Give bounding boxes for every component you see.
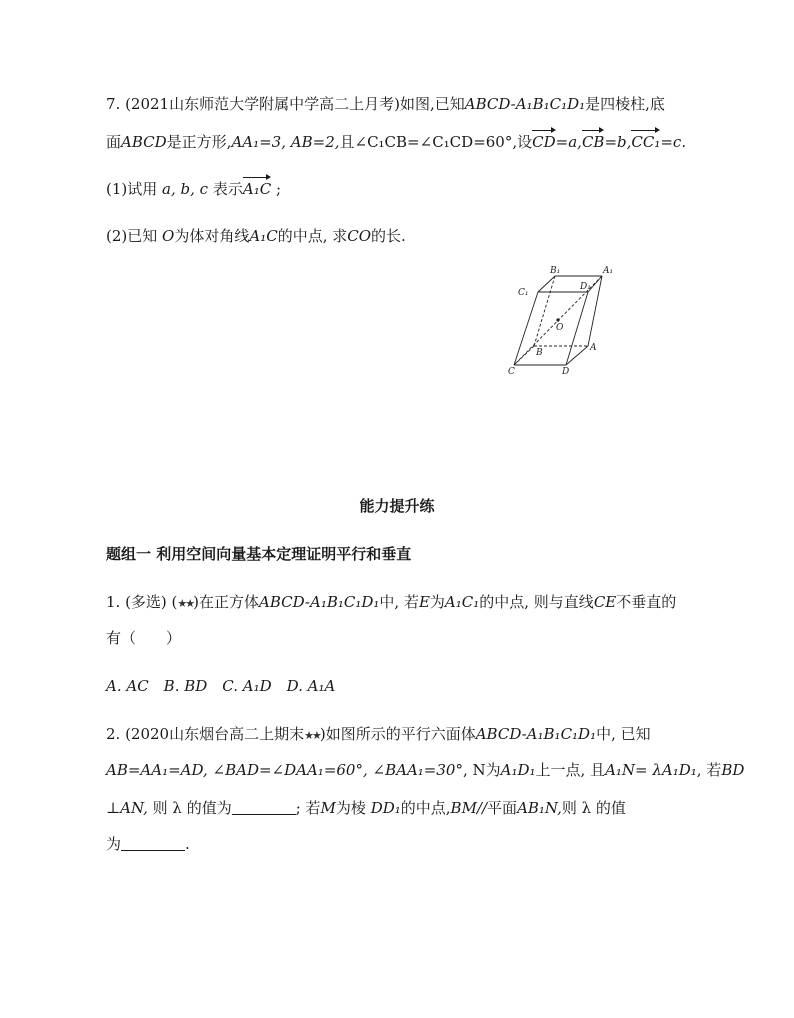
g1q1-b: )在正方体 — [193, 593, 259, 611]
g1q2-b: )如图所示的平行六面体 — [319, 725, 476, 743]
difficulty-stars: ★★ — [304, 729, 320, 742]
parallelepiped-figure — [500, 262, 630, 377]
g1q2-l4a: 为 — [106, 835, 122, 853]
g1q2-l4b: . — [185, 835, 190, 853]
g1q2-l2d: A₁N= λA₁D₁ — [605, 761, 697, 779]
g1-q1-line1 — [106, 592, 676, 614]
g1q2-l3c: ; 若 — [295, 799, 321, 817]
q7-p2-t1: (2)已知 — [106, 227, 158, 245]
q7-source: 7. (2021山东师范大学附属中学高二上月考)如图,已知 — [106, 95, 465, 113]
q7-p2-t4: 的长. — [371, 227, 406, 245]
g1q1-a: 1. (多选) ( — [106, 593, 178, 611]
g1-q2-line1 — [106, 724, 651, 746]
g1q2-m: M — [320, 799, 336, 817]
label-b1: B₁ — [550, 266, 561, 276]
q7-p1-vars: a, b, c — [162, 180, 209, 198]
q7-l2-t4: ,设 — [512, 133, 533, 151]
q7-line1 — [106, 94, 665, 114]
g1q1-f: 不垂直的 — [616, 593, 677, 611]
q7-p1-t1: (1)试用 — [106, 180, 158, 198]
g1-q1-options — [106, 676, 335, 696]
g1q2-prism: ABCD-A₁B₁C₁D₁ — [475, 725, 597, 743]
g1q2-l3e: 的中点, — [400, 799, 451, 817]
answer-blank-1[interactable] — [232, 800, 296, 815]
label-c: C — [508, 367, 515, 377]
g1q1-d: 为 — [429, 593, 445, 611]
g1q2-a1d1: A₁D₁ — [500, 761, 536, 779]
g1q2-l2e: , 若 — [696, 761, 722, 779]
point-o — [556, 318, 559, 321]
g1q2-l3d: 为棱 — [335, 799, 366, 817]
q7-e3: =c. — [660, 133, 687, 151]
g1q2-l3g: 平面 — [487, 799, 518, 817]
q7-p1-t3: ; — [275, 180, 282, 198]
g1q2-l3a: ⊥AN, — [106, 799, 148, 817]
q7-p2-t2: 为体对角线 — [174, 227, 250, 245]
q7-l2-t3: 且∠C₁CB=∠C₁CD=60° — [339, 133, 513, 151]
g1q2-plane: AB₁N, — [517, 799, 562, 817]
q7-e2: =b, — [604, 133, 632, 151]
vector-cc1: CC₁ — [631, 130, 660, 152]
g1q2-l3b: 则 λ 的值为 — [152, 799, 232, 817]
answer-blank-2[interactable] — [121, 836, 185, 851]
q7-p2-t3: 的中点, 求 — [277, 227, 348, 245]
g1q2-l3f: BM// — [450, 799, 488, 817]
g1q2-bd: BD — [721, 761, 745, 779]
vector-a1c: A₁C — [243, 177, 271, 199]
g1q2-l2c: 上一点, 且 — [535, 761, 606, 779]
label-d: D — [562, 367, 570, 377]
label-a: A — [590, 343, 597, 353]
g1-q1-line2: 有（ ） — [106, 629, 182, 647]
q7-p2-diag: A₁C — [249, 227, 278, 245]
g1q1-e2: 的中点, 则与直线 — [479, 593, 594, 611]
q7-base: ABCD — [121, 133, 167, 151]
q7-prism: ABCD-A₁B₁C₁D₁ — [464, 95, 586, 113]
g1q1-ce: CE — [593, 593, 617, 611]
g1-q2-line3 — [106, 798, 626, 818]
g1q1-c: 中, 若 — [379, 593, 419, 611]
g1q1-e: E — [418, 593, 430, 611]
g1q2-l2a: AB=AA₁=AD, ∠BAD=∠DAA₁=60°, ∠BAA₁=30° — [106, 761, 463, 779]
g1q1-options: A. AC B. BD C. A₁D D. A₁A — [106, 677, 336, 695]
vector-cd: CD — [532, 130, 556, 152]
group1-title: 题组一 利用空间向量基本定理证明平行和垂直 — [106, 545, 412, 563]
vector-cb: CB — [582, 130, 605, 152]
g1q1-a1c1: A₁C₁ — [444, 593, 480, 611]
g1-q2-line4 — [106, 834, 190, 854]
q7-e1: =a, — [555, 133, 582, 151]
g1-q2-line2 — [106, 760, 744, 780]
q7-p2-co: CO — [347, 227, 372, 245]
q7-part2 — [106, 226, 406, 246]
label-o: O — [556, 323, 564, 333]
label-c1: C₁ — [518, 288, 529, 298]
q7-line1-suffix: 是四棱柱,底 — [585, 95, 665, 113]
g1q2-c: 中, 已知 — [596, 725, 651, 743]
q7-part1 — [106, 177, 281, 199]
g1q2-l3h: 则 λ 的值 — [561, 799, 626, 817]
g1q1-prism: ABCD-A₁B₁C₁D₁ — [259, 593, 380, 611]
q7-p2-o: O — [162, 227, 175, 245]
label-b: B — [536, 348, 543, 358]
difficulty-stars: ★★ — [177, 597, 194, 610]
q7-line2 — [106, 130, 686, 152]
g1q2-a: 2. (2020山东烟台高二上期末 — [106, 725, 305, 743]
label-a1: A₁ — [603, 266, 614, 276]
g1q2-dd1: DD₁ — [370, 799, 401, 817]
q7-p1-t2: 表示 — [212, 180, 243, 198]
q7-l2-t1: 面 — [106, 133, 122, 151]
section-title: 能力提升练 — [359, 497, 435, 515]
g1q2-l2b: , N为 — [462, 761, 501, 779]
label-d1: D₁ — [580, 282, 591, 292]
q7-cond1: AA₁=3, AB=2, — [231, 133, 340, 151]
q7-l2-t2: 是正方形, — [166, 133, 232, 151]
